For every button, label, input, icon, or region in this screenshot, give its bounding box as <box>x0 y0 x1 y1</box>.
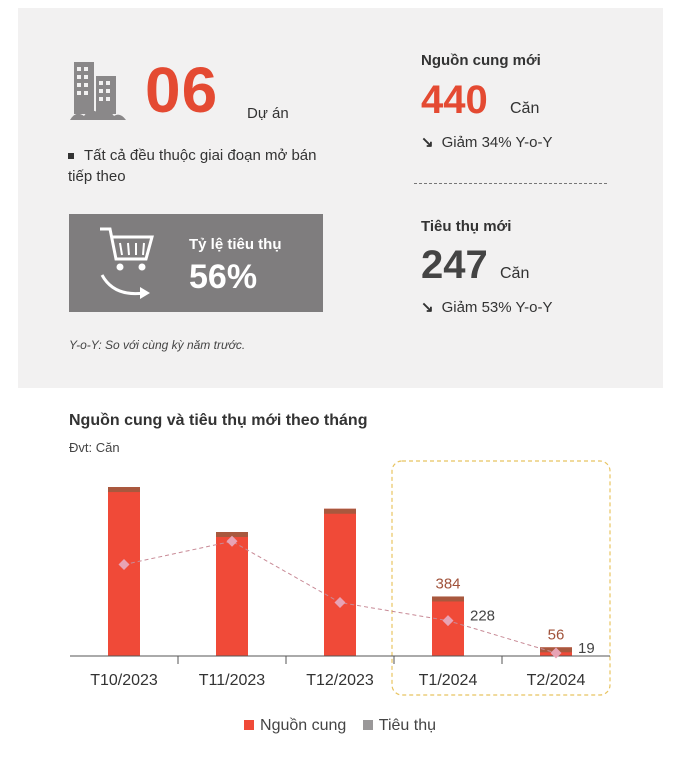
supply-change-text: Giảm 34% Y-o-Y <box>441 134 553 151</box>
arrow-down-right-icon: ↘ <box>421 299 434 316</box>
x-tick-label-4: T2/2024 <box>526 672 586 689</box>
project-note-text: Tất cả đều thuộc giai đoạn mở bán tiếp theo <box>68 147 317 185</box>
footnote: Y-o-Y: So với cùng kỳ năm trước. <box>69 338 246 352</box>
data-label-absorption-3: 228 <box>470 607 496 625</box>
legend-label-supply: Nguồn cung <box>260 717 347 734</box>
project-unit: Dự án <box>247 105 289 122</box>
arrow-down-right-icon: ↘ <box>421 134 434 151</box>
legend-item-supply <box>244 717 346 735</box>
x-tick-label-1: T11/2023 <box>198 672 266 689</box>
chart-title: Nguồn cung và tiêu thụ mới theo tháng <box>69 412 368 429</box>
bar-cap-0 <box>108 487 140 492</box>
bar-supply-1 <box>216 532 248 656</box>
legend-swatch-supply <box>244 720 254 730</box>
absorption-change-text: Giảm 53% Y-o-Y <box>441 299 553 316</box>
bar-supply-0 <box>108 487 140 656</box>
bar-cap-3 <box>432 596 464 601</box>
supply-value: 440 <box>421 78 488 122</box>
x-tick-label-2: T12/2023 <box>306 672 374 689</box>
highlight-box <box>392 461 610 695</box>
chart-unit-label: Đvt: Căn <box>69 440 120 455</box>
absorption-value: 247 <box>421 243 488 287</box>
absorption-unit: Căn <box>500 265 530 282</box>
data-label-absorption-4: 19 <box>578 640 595 658</box>
bar-supply-3 <box>432 596 464 656</box>
supply-title: Nguồn cung mới <box>421 52 541 69</box>
data-label-supply-4: 56 <box>547 626 565 644</box>
bar-supply-2 <box>324 509 356 656</box>
supply-unit: Căn <box>510 100 540 117</box>
absorption-ratio-label: Tỷ lệ tiêu thụ <box>189 236 282 253</box>
legend-item-absorption <box>363 717 436 735</box>
legend-label-absorption: Tiêu thụ <box>378 717 436 734</box>
absorption-ratio-value: 56% <box>189 258 258 296</box>
absorption-title: Tiêu thụ mới <box>421 218 512 235</box>
x-tick-label-3: T1/2024 <box>418 672 478 689</box>
chart-legend <box>0 717 680 735</box>
project-count: 06 <box>145 54 219 126</box>
x-tick-label-0: T10/2023 <box>90 672 158 689</box>
data-label-supply-3: 384 <box>435 575 461 593</box>
bar-cap-2 <box>324 509 356 514</box>
legend-swatch-absorption <box>363 720 373 730</box>
